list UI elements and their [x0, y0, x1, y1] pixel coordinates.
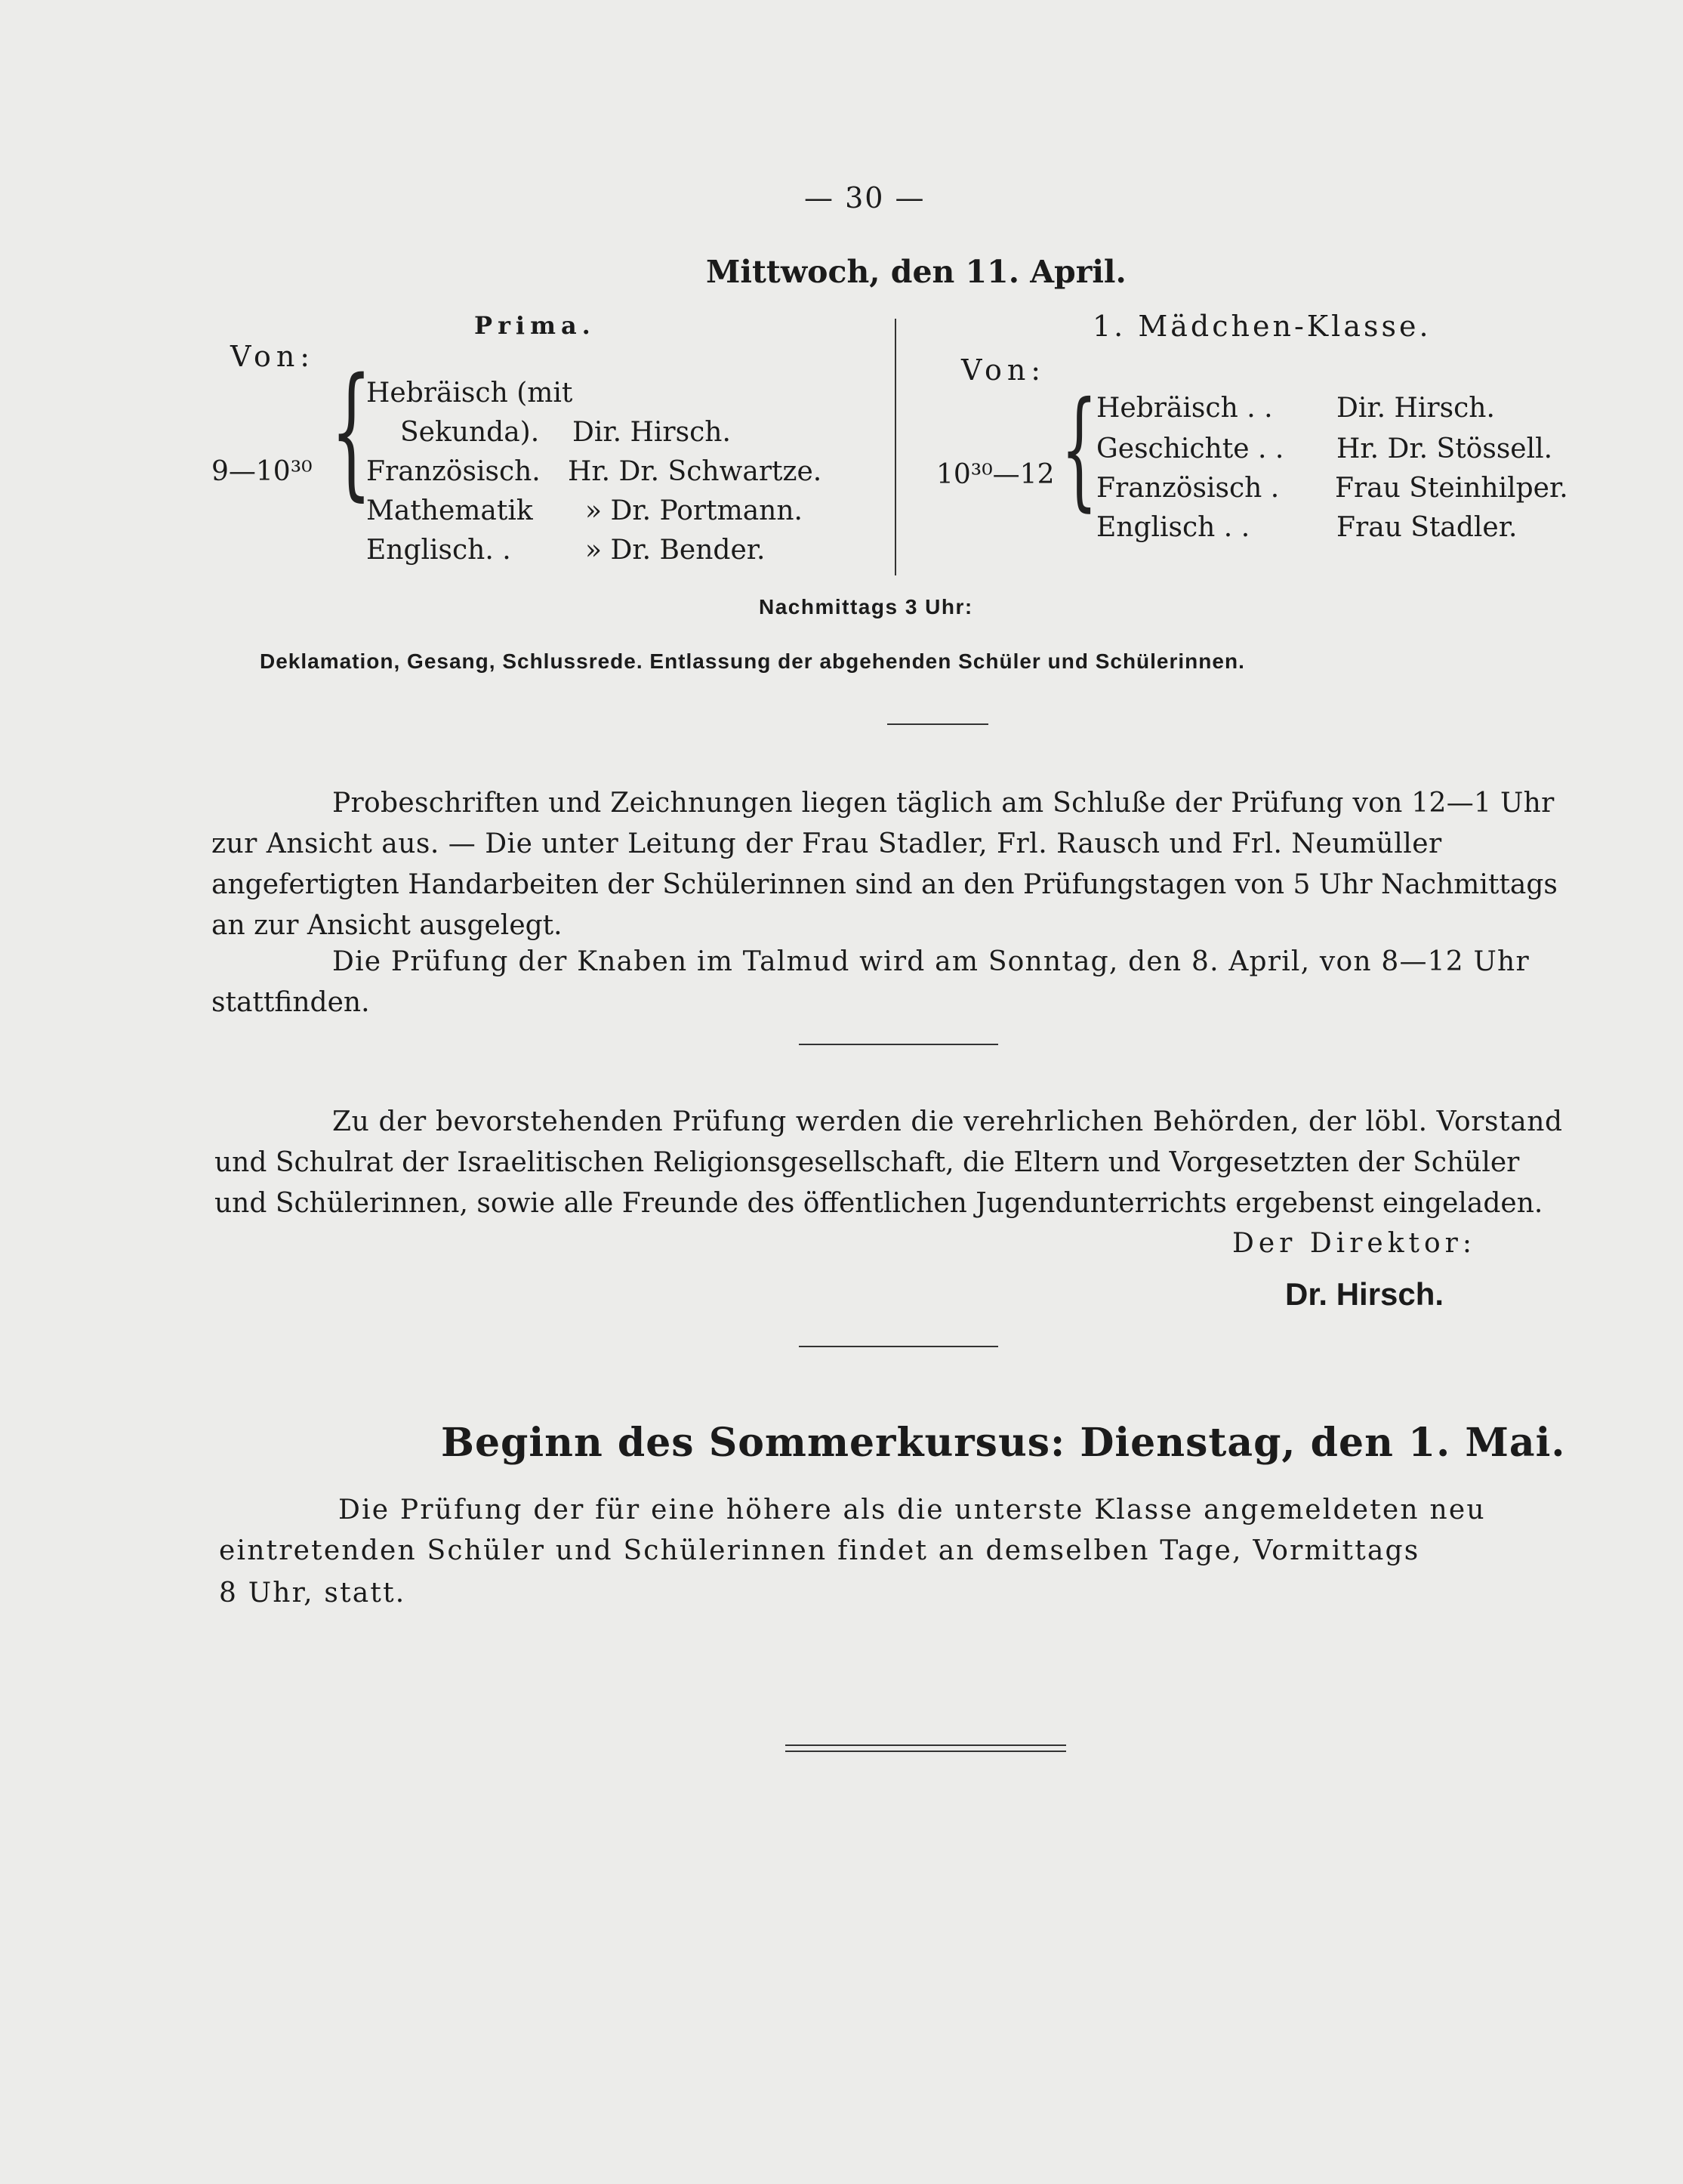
- left-brace: {: [331, 347, 372, 514]
- para3-line-0: Zu der bevorstehenden Prüfung werden die verehrlichen Behörden, der löbl. Vorstand: [332, 1106, 1563, 1137]
- left-class-title: Prima.: [474, 311, 596, 340]
- column-divider: [895, 319, 896, 575]
- right-teacher-0: Dir. Hirsch.: [1336, 393, 1495, 424]
- right-subject-1: Geschichte . .: [1096, 433, 1284, 464]
- page-number: — 30 —: [804, 181, 926, 214]
- day-heading: Mittwoch, den 11. April.: [706, 254, 1127, 290]
- separator-1: [887, 723, 988, 725]
- left-von-label: Von:: [230, 340, 316, 373]
- signature-role: Der Direktor:: [1232, 1228, 1477, 1259]
- left-subject-0: Hebräisch (mit: [366, 378, 573, 409]
- end-rule-top: [785, 1744, 1066, 1746]
- right-teacher-2: Frau Steinhilper.: [1335, 473, 1568, 504]
- summer-heading: Beginn des Sommerkursus: Dienstag, den 1. Mai.: [441, 1420, 1566, 1466]
- right-brace: {: [1061, 375, 1098, 524]
- left-time: 9—10³⁰: [211, 456, 313, 487]
- left-subject-1: Sekunda).: [400, 417, 540, 448]
- para2-line-0: Die Prüfung der Knaben im Talmud wird am Sonntag, den 8. April, von 8—12 Uhr: [332, 946, 1530, 977]
- right-time: 10³⁰—12: [936, 459, 1055, 490]
- end-rule-bottom: [785, 1751, 1066, 1752]
- left-teacher-1: Dir. Hirsch.: [572, 417, 731, 448]
- left-subject-2: Französisch.: [366, 456, 541, 487]
- right-teacher-1: Hr. Dr. Stössell.: [1336, 433, 1553, 464]
- para1-line-0: Probeschriften und Zeichnungen liegen täglich am Schluße der Prüfung von 12—1 Uhr: [332, 788, 1555, 819]
- para3-line-1: und Schulrat der Israelitischen Religionsgesellschaft, die Eltern und Vorgesetzten der Schüler: [214, 1147, 1520, 1178]
- para1-line-1: zur Ansicht aus. — Die unter Leitung der Frau Stadler, Frl. Rausch und Frl. Neumüller: [211, 828, 1442, 859]
- left-subject-3: Mathematik: [366, 495, 533, 526]
- right-subject-3: Englisch . .: [1096, 512, 1250, 543]
- left-teacher-4: » Dr. Bender.: [585, 535, 766, 566]
- para1-line-2: angefertigten Handarbeiten der Schülerinnen sind an den Prüfungstagen von 5 Uhr Nachmittags: [211, 869, 1558, 900]
- left-teacher-3: » Dr. Portmann.: [585, 495, 803, 526]
- afternoon-heading: Nachmittags 3 Uhr:: [759, 595, 973, 618]
- para3-line-2: und Schülerinnen, sowie alle Freunde des öffentlichen Jugendunterrichts ergebenst eingeladen.: [214, 1188, 1543, 1219]
- para4-line-2: 8 Uhr, statt.: [219, 1578, 406, 1609]
- left-teacher-2: Hr. Dr. Schwartze.: [568, 456, 822, 487]
- separator-2: [799, 1044, 998, 1045]
- signature-name: Dr. Hirsch.: [1285, 1276, 1444, 1312]
- right-class-title: 1. Mädchen-Klasse.: [1093, 310, 1432, 343]
- right-teacher-3: Frau Stadler.: [1336, 512, 1518, 543]
- right-subject-0: Hebräisch . .: [1096, 393, 1273, 424]
- para4-line-0: Die Prüfung der für eine höhere als die unterste Klasse angemeldeten neu: [338, 1495, 1486, 1525]
- program-line: Deklamation, Gesang, Schlussrede. Entlassung der abgehenden Schüler und Schülerinnen.: [260, 649, 1245, 673]
- para2-line-1: stattfinden.: [211, 987, 370, 1018]
- right-von-label: Von:: [961, 353, 1046, 387]
- right-subject-2: Französisch .: [1096, 473, 1280, 504]
- left-subject-4: Englisch. .: [366, 535, 511, 566]
- para4-line-1: eintretenden Schüler und Schülerinnen findet an demselben Tage, Vormittags: [219, 1535, 1420, 1566]
- separator-3: [799, 1346, 998, 1347]
- para1-line-3: an zur Ansicht ausgelegt.: [211, 910, 563, 941]
